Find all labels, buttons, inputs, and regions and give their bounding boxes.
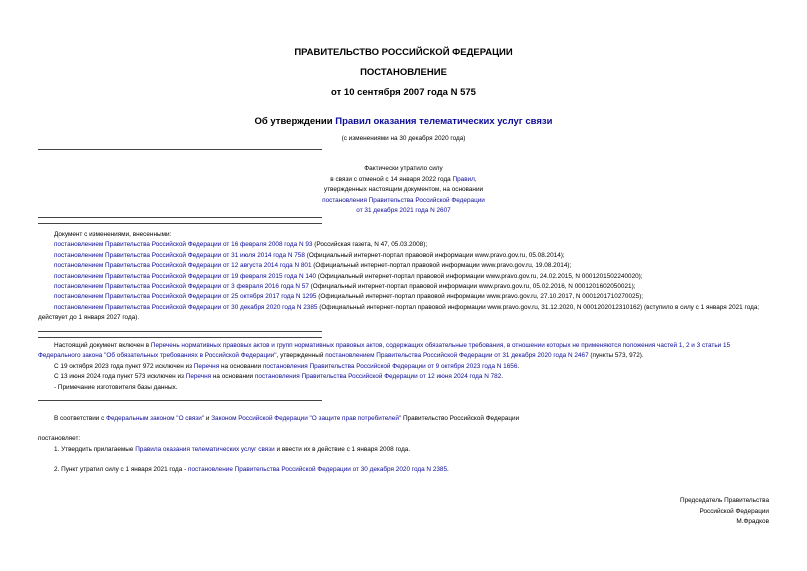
item-2 <box>38 465 773 475</box>
body-text: . <box>447 466 449 473</box>
signature-country: Российской Федерации <box>699 507 769 515</box>
status-line-3: утвержденных настоящим документом, на основании <box>323 186 484 193</box>
amendment-link[interactable]: постановлением Правительства Российской Федерации от 25 октября 2017 года N 1295 <box>54 293 317 301</box>
publisher-note: - Примечание изготовителя базы данных. <box>54 383 178 391</box>
decree-link[interactable]: постановление Правительства Российской Федерации от 30 декабря 2020 года N 2385 <box>188 466 448 473</box>
amendment-text: (Официальный интернет-портал правовой информации www.pravo.gov.ru, 05.08.2014); <box>304 251 565 259</box>
amendment-link[interactable]: постановлением Правительства Российской Федерации от 19 февраля 2015 года N 140 <box>54 272 317 280</box>
divider <box>38 223 322 224</box>
amendment-item <box>38 251 773 261</box>
divider <box>38 331 322 332</box>
amendment-item <box>38 282 773 292</box>
status-line-1: Фактически утратило силу <box>364 165 443 172</box>
amendment-item <box>38 261 773 271</box>
body-text: Правительство Российской Федерации <box>401 415 520 422</box>
exclusion-note <box>38 341 773 362</box>
decree-word: постановляет: <box>38 435 81 442</box>
amendment-item <box>38 303 773 324</box>
amendments-intro: Документ с изменениями, внесенными: <box>54 231 172 238</box>
divider <box>38 149 322 150</box>
note-text: (пункты 573, 972). <box>588 352 644 360</box>
divider <box>38 337 322 338</box>
document-title <box>0 116 807 127</box>
amendment-link[interactable]: постановлением Правительства Российской Федерации от 30 декабря 2020 года N 2385 <box>54 303 318 311</box>
status-decree-link[interactable]: постановления Правительства Российской Федерации <box>322 196 485 204</box>
list-link[interactable]: Перечня <box>193 362 220 370</box>
amendment-text: (Официальный интернет-портал правовой информации www.pravo.gov.ru, 19.08.2014); <box>311 262 572 270</box>
decree-link[interactable]: постановления Правительства Российской Федерации от 12 июня 2024 года N 782 <box>254 373 502 381</box>
preamble <box>38 414 773 424</box>
status-decree-date-link[interactable]: от 31 декабря 2021 года N 2607 <box>356 207 451 214</box>
amendment-text: (Официальный интернет-портал правовой информации www.pravo.gov.ru, 05.02.2016, N 0001201602050021); <box>308 283 636 291</box>
exclusion-note <box>38 362 773 372</box>
note-text: на основании <box>219 362 263 370</box>
amendment-text: (Официальный интернет-портал правовой информации www.pravo.gov.ru, 24.02.2015, N 0001201502240020); <box>316 272 643 280</box>
status-note <box>0 164 807 217</box>
amendment-text: (Российская газета, N 47, 05.03.2008); <box>312 241 428 249</box>
amendment-item <box>38 292 773 302</box>
decree-link[interactable]: постановления Правительства Российской Федерации от 9 октября 2023 года N 1656 <box>262 362 518 370</box>
amended-note: (с изменениями на 30 декабря 2020 года) <box>341 135 466 142</box>
preamble-text <box>38 414 773 424</box>
amendment-text: (Официальный интернет-портал правовой информации www.pravo.gov.ru, 27.10.2017, N 0001201710270025); <box>316 293 644 301</box>
decree-link[interactable]: постановлением Правительства Российской Федерации от 31 декабря 2020 года N 2467 <box>325 352 589 360</box>
amendment-link[interactable]: постановлением Правительства Российской Федерации от 12 августа 2014 года N 801 <box>54 262 312 270</box>
date-number-heading: от 10 сентября 2007 года N 575 <box>331 87 476 98</box>
signature-block <box>680 496 769 528</box>
exclusion-note <box>38 372 773 382</box>
note-text: , утвержденный <box>276 352 326 360</box>
note-text: С 13 июня 2024 года пункт 573 исключен из <box>54 373 186 381</box>
body-text: 2. Пункт утратил силу с 1 января 2021 года - <box>54 466 188 473</box>
signature-name: М.Фрадков <box>736 518 769 525</box>
body-text: и <box>204 415 212 422</box>
note-text: С 19 октября 2023 года пункт 972 исключен из <box>54 362 194 370</box>
note-text: на основании <box>211 373 255 381</box>
body-text: В соответствии с <box>54 415 107 422</box>
amendment-text: (Официальный интернет-портал правовой информации www.pravo.gov.ru, 31.12.2020, N 0001202012310162) (вступило в силу с 1 января 2021 года; действует до 1 января 2027 года). <box>38 303 760 322</box>
amendment-item <box>38 240 773 250</box>
amendment-item <box>38 272 773 282</box>
list-link[interactable]: Перечень нормативных правовых актов и групп нормативных правовых актов, содержащих обязательные требования, в отношении которых не применяются положения частей 1, 2 и 3 статьи 15 Федерального закона "Об обязательных требованиях в Российской Федерации" <box>38 342 731 360</box>
amendment-link[interactable]: постановлением Правительства Российской Федерации от 16 февраля 2008 года N 93 <box>54 241 313 249</box>
title-link[interactable]: Правил оказания телематических услуг связи <box>335 116 553 127</box>
note-text: Настоящий документ включен в <box>54 342 151 349</box>
divider <box>38 400 322 401</box>
rules-link[interactable]: Правил <box>452 175 475 183</box>
note-text: . <box>501 373 504 381</box>
body-text: 1. Утвердить прилагаемые <box>54 446 136 453</box>
signature-position: Председатель Правительства <box>680 497 769 504</box>
amendment-link[interactable]: постановлением Правительства Российской Федерации от 31 июля 2014 года N 758 <box>54 251 305 259</box>
note-text: . <box>517 362 520 370</box>
notes-section <box>38 341 773 393</box>
item-1 <box>38 445 773 455</box>
body-text: и ввести их в действие с 1 января 2008 года. <box>274 446 411 453</box>
law-link[interactable]: Законом Российской Федерации "О защите прав потребителей" <box>211 415 402 422</box>
status-line-2 <box>0 175 807 186</box>
status-line-2-text: в связи с отменой с 14 января 2022 года <box>330 175 453 183</box>
list-link[interactable]: Перечня <box>185 373 212 381</box>
rules-link[interactable]: Правила оказания телематических услуг связи <box>135 446 275 453</box>
amendments-list <box>38 230 773 324</box>
org-heading: ПРАВИТЕЛЬСТВО РОССИЙСКОЙ ФЕДЕРАЦИИ <box>294 47 513 58</box>
divider <box>38 217 322 218</box>
law-link[interactable]: Федеральным законом "О связи" <box>106 415 205 422</box>
doc-type-heading: ПОСТАНОВЛЕНИЕ <box>360 67 447 78</box>
status-line-2-suffix: , <box>474 175 477 183</box>
title-prefix: Об утверждении <box>254 116 336 127</box>
amendment-link[interactable]: постановлением Правительства Российской Федерации от 3 февраля 2016 года N 57 <box>54 283 309 291</box>
